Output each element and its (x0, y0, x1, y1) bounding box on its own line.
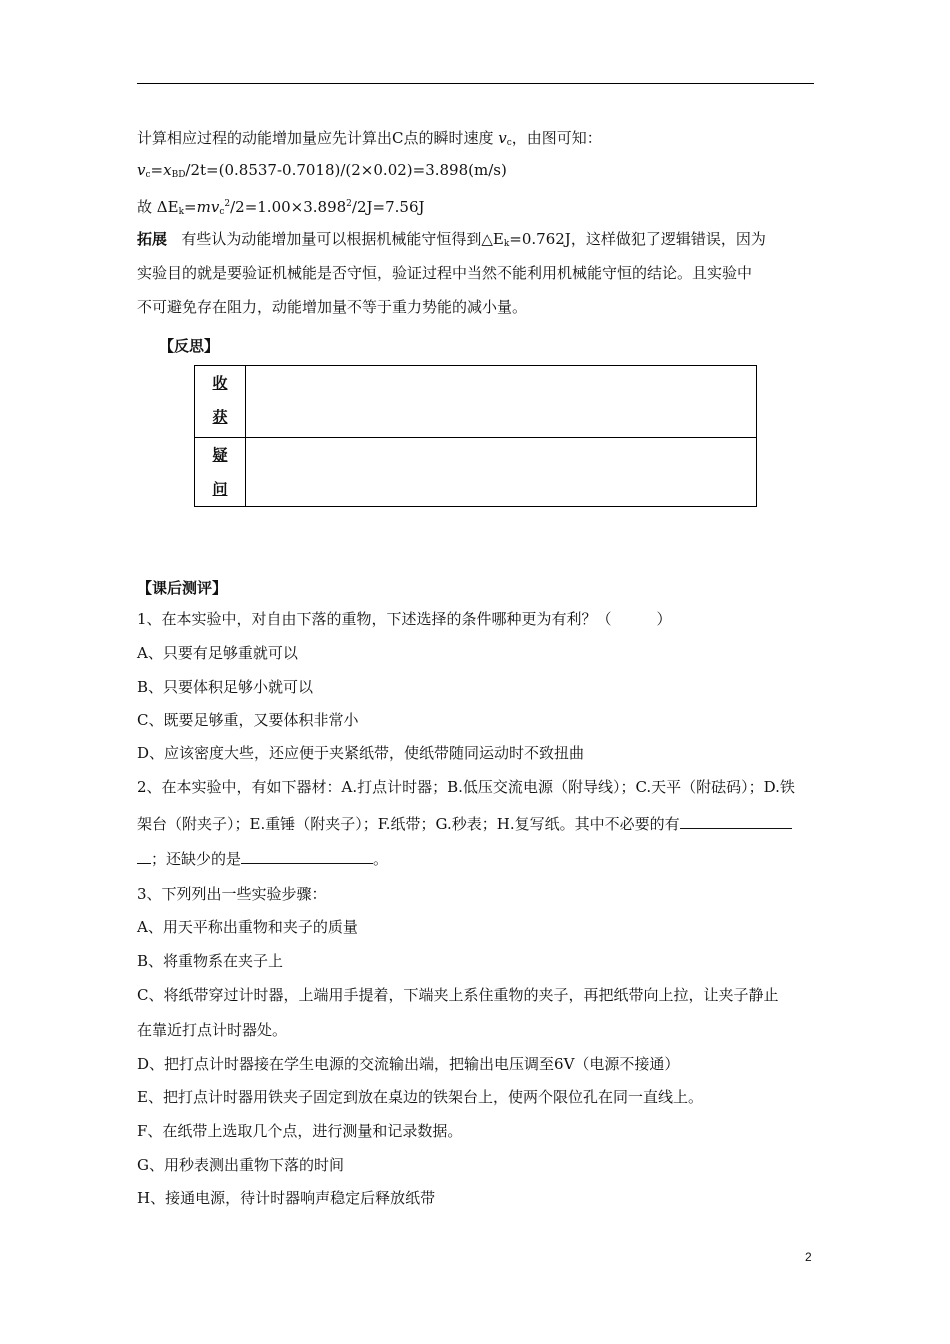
expand-line-1: 拓展 有些认为动能增加量可以根据机械能守恒得到$\triangle E_k=0.762J$，这样做犯了逻辑错误，因为 (137, 230, 766, 249)
q1-option-c: C、既要足够重，又要体积非常小 (137, 711, 359, 729)
doubt-cell[interactable] (246, 438, 757, 507)
expand-line-3: 不可避免存在阻力，动能增加量不等于重力势能的减小量。 (137, 298, 528, 316)
test-title: 【课后测评】 (137, 579, 228, 597)
q3-step-c-line-2: 在靠近打点计时器处。 (137, 1021, 288, 1039)
gain-label: 收 获 (195, 366, 246, 438)
reflection-title: 【反思】 (159, 337, 220, 355)
expand-label: 拓展 (137, 230, 168, 248)
page-number: 2 (805, 1250, 812, 1264)
q3-step-a: A、用天平称出重物和夹子的质量 (137, 918, 358, 936)
q3-step-e: E、把打点计时器用铁夹子固定到放在桌边的铁架台上，使两个限位孔在同一直线上。 (137, 1088, 703, 1106)
doubt-label: 疑 问 (195, 438, 246, 507)
calc-line-2: $v_c=x_{BD}/2t=(0.8537-0.7018)/(2\times 0.02)=3.898(m/s)$ (137, 161, 507, 180)
q2-line-3: ；还缺少的是 。 (137, 849, 817, 869)
reflection-table (194, 365, 757, 507)
q1-option-a: A、只要有足够重就可以 (137, 644, 298, 662)
q3-step-f: F、在纸带上选取几个点，进行测量和记录数据。 (137, 1122, 463, 1140)
q3-step-h: H、接通电源，待计时器响声稳定后释放纸带 (137, 1189, 436, 1207)
q3-step-c-line-1: C、将纸带穿过计时器，上端用手提着，下端夹上系住重物的夹子，再把纸带向上拉，让夹子静止 (137, 986, 779, 1004)
q3-step-b: B、将重物系在夹子上 (137, 952, 284, 970)
q1-option-b: B、只要体积足够小就可以 (137, 678, 314, 696)
answer-blank-unneeded-cont[interactable] (137, 849, 151, 864)
q1: 1、在本实验中，对自由下落的重物，下述选择的条件哪种更为有利？（ ） (137, 610, 672, 628)
q3-step-d: D、把打点计时器接在学生电源的交流输出端，把输出电压调至6V（电源不接通） (137, 1055, 680, 1073)
q2-line-2: 架台（附夹子）；E.重锤（附夹子）；F.纸带；G.秒表；H.复写纸。其中不必要的有 (137, 814, 817, 834)
expand-line-2: 实验目的就是要验证机械能是否守恒，验证过程中当然不能利用机械能守恒的结论。且实验中 (137, 264, 753, 282)
q3: 3、下列列出一些实验步骤： (137, 885, 327, 903)
calc-line-3: 故 $\Delta E_k=mv_c^2/2=1.00\times 3.898^2/2J=7.56J$ (137, 198, 425, 217)
header-rule (137, 83, 814, 84)
q1-option-d: D、应该密度大些，还应便于夹紧纸带，使纸带随同运动时不致扭曲 (137, 744, 585, 762)
gain-cell[interactable] (246, 366, 757, 438)
q2-line-1: 2、在本实验中，有如下器材：A.打点计时器；B.低压交流电源（附导线）；C.天平（附砝码）；D.铁 (137, 778, 795, 796)
answer-blank-unneeded[interactable] (680, 814, 792, 829)
answer-blank-missing[interactable] (241, 849, 373, 864)
q3-step-g: G、用秒表测出重物下落的时间 (137, 1156, 344, 1174)
calc-line-1: 计算相应过程的动能增加量应先计算出C点的瞬时速度 $v_c$，由图可知： (137, 129, 602, 148)
